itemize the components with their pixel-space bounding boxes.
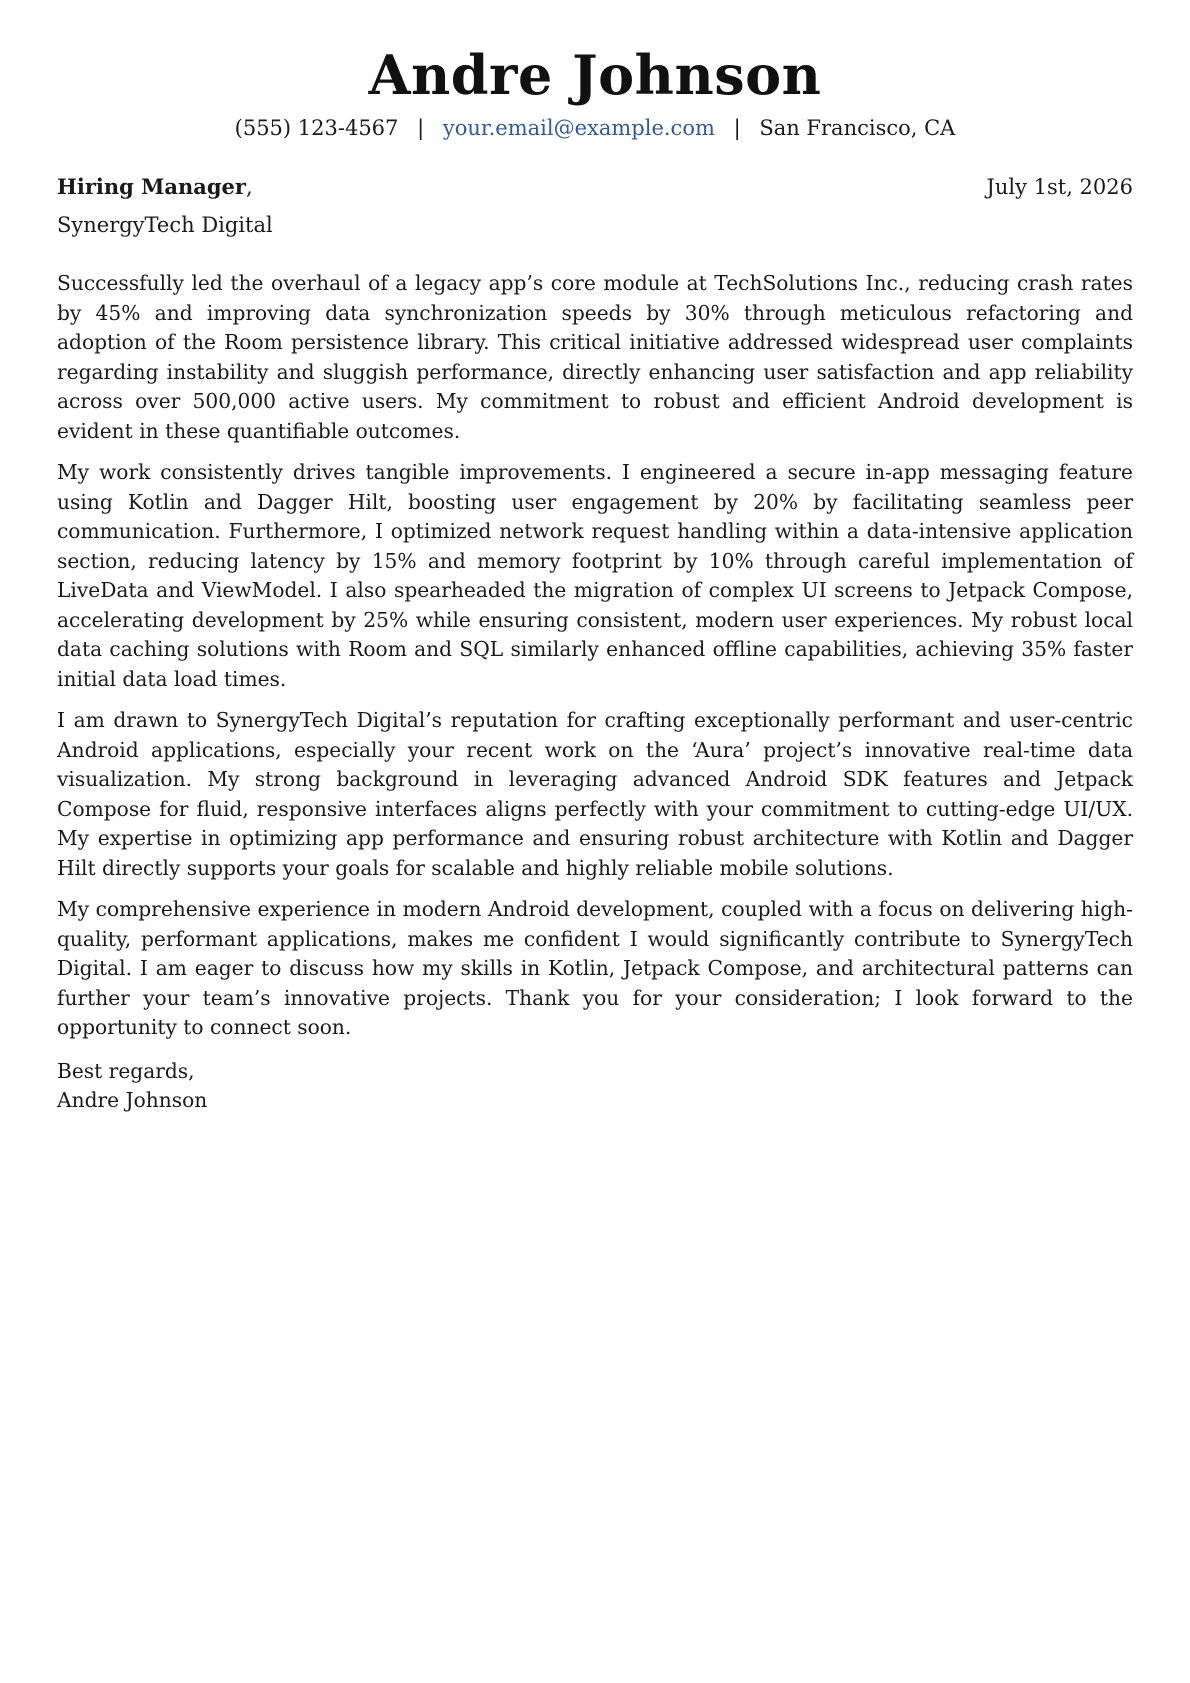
phone-number: (555) 123-4567 [234, 116, 399, 140]
body-paragraph: I am drawn to SynergyTech Digital’s reputation for crafting exceptionally performant and user-centric Android applications, especially your recent work on the ‘Aura’ project’s innovative real-time data visualization. My strong background in leveraging advanced Android SDK features and Jetpack Compose for fluid, responsive interfaces aligns perfectly with your commitment to cutting-edge UI/UX. My expertise in optimizing app performance and ensuring robust architecture with Kotlin and Dagger Hilt directly supports your goals for scalable and highly reliable mobile solutions. [57, 708, 1133, 880]
letter-date: July 1st, 2026 [986, 175, 1133, 199]
recipient-title-suffix: , [245, 175, 253, 199]
letter-body [57, 269, 1133, 1043]
recipient-row [57, 174, 1133, 199]
contact-separator: | [417, 116, 425, 140]
location: San Francisco, CA [759, 116, 956, 140]
recipient-company: SynergyTech Digital [57, 213, 273, 237]
email-link[interactable]: your.email@example.com [442, 116, 715, 140]
recipient-greeting [57, 174, 253, 199]
contact-line [57, 116, 1133, 140]
body-paragraph: Successfully led the overhaul of a legacy app’s core module at TechSolutions Inc., reducing crash rates by 45% and improving data synchronization speeds by 30% through meticulous refactoring and adoption of the Room persistence library. This critical initiative addressed widespread user complaints regarding instability and sluggish performance, directly enhancing user satisfaction and app reliability across over 500,000 active users. My commitment to robust and efficient Android development is evident in these quantifiable outcomes. [57, 271, 1133, 443]
recipient-title: Hiring Manager [57, 174, 246, 199]
letter-closing [57, 1057, 1133, 1116]
closing-signature: Andre Johnson [57, 1088, 208, 1112]
closing-salutation: Best regards, [57, 1058, 195, 1083]
body-paragraph: My work consistently drives tangible improvements. I engineered a secure in-app messaging feature using Kotlin and Dagger Hilt, boosting user engagement by 20% by facilitating seamless peer communication. Furthermore, I optimized network request handling within a data-intensive application section, reducing latency by 15% and memory footprint by 10% through careful implementation of LiveData and ViewModel. I also spearheaded the migration of complex UI screens to Jetpack Compose, accelerating development by 25% while ensuring consistent, modern user experiences. My robust local data caching solutions with Room and SQL similarly enhanced offline capabilities, achieving 35% faster initial data load times. [57, 460, 1133, 691]
cover-letter-page [57, 0, 1133, 1683]
body-paragraph: My comprehensive experience in modern Android development, coupled with a focus on delivering high-quality, performant applications, makes me confident I would significantly contribute to SynergyTech Digital. I am eager to discuss how my skills in Kotlin, Jetpack Compose, and architectural patterns can further your team’s innovative projects. Thank you for your consideration; I look forward to the opportunity to connect soon. [57, 897, 1133, 1039]
applicant-name: Andre Johnson [368, 43, 822, 107]
contact-separator: | [733, 116, 741, 140]
